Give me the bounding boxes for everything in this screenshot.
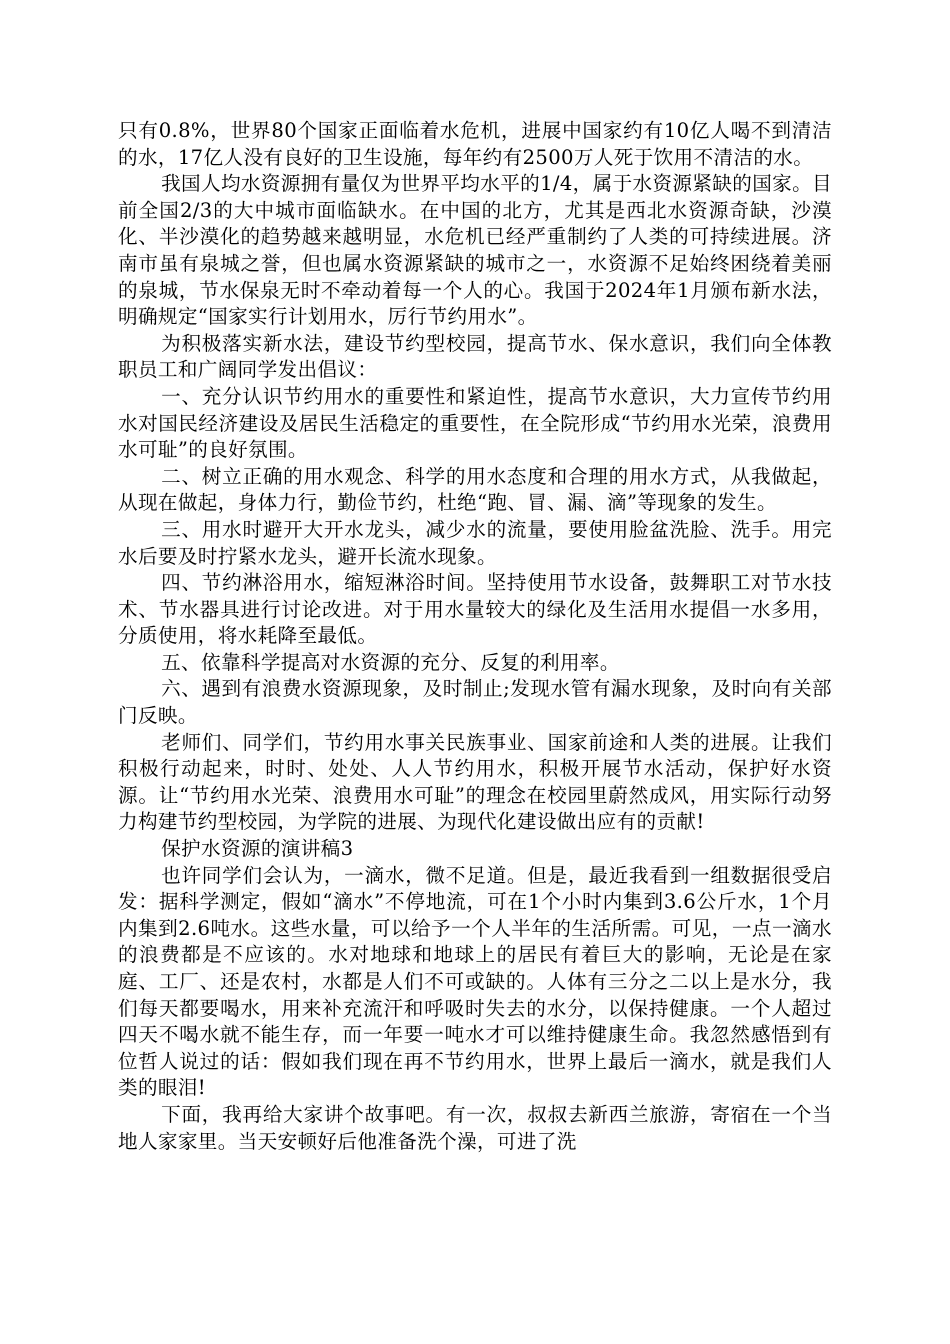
document-body: [118, 118, 832, 1155]
paragraph-drop-of-water: 也许同学们会认为，一滴水，微不足道。但是，最近我看到一组数据很受启发：据科学测定，假如“滴水”不停地流，可在1个小时内集到3.6公斤水，1个月内集到2.6吨水。这些水量，可以给予一个人半年的生活所需。可见，一点一滴水的浪费都是不应该的。水对地球和地球上的居民有着巨大的影响，无论是在家庭、工厂、还是农村，水都是人们不可或缺的。人体有三分之二以上是水分，我们每天都要喝水，用来补充流汗和呼吸时失去的水分，以保持健康。一个人超过四天不喝水就不能生存，而一年要一吨水才可以维持健康生命。我忽然感悟到有位哲人说过的话：假如我们现在再不节约用水，世界上最后一滴水，就是我们人类的眼泪!: [118, 863, 832, 1100]
paragraph-closing-appeal: 老师们、同学们，节约用水事关民族事业、国家前途和人类的进展。让我们积极行动起来，时时、处处、人人节约用水，积极开展节水活动，保护好水资源。让“节约用水光荣、浪费用水可耻”的理念在校园里蔚然成风，用实际行动努力构建节约型校园，为学院的进展、为现代化建设做出应有的贡献!: [118, 730, 832, 834]
paragraph-item-3: 三、用水时避开大开水龙头，减少水的流量，要使用脸盆洗脸、洗手。用完水后要及时拧紧水龙头，避开长流水现象。: [118, 517, 832, 568]
paragraph-item-4: 四、节约淋浴用水，缩短淋浴时间。坚持使用节水设备，鼓舞职工对节水技术、节水器具进行讨论改进。对于用水量较大的绿化及生活用水提倡一水多用，分质使用，将水耗降至最低。: [118, 571, 832, 648]
paragraph-initiative-intro: 为积极落实新水法，建设节约型校园，提高节水、保水意识，我们向全体教职员工和广阔同学发出倡议：: [118, 331, 832, 382]
section-heading: 保护水资源的演讲稿3: [161, 837, 354, 861]
paragraph-item-6: 六、遇到有浪费水资源现象，及时制止;发现水管有漏水现象，及时向有关部门反映。: [118, 677, 832, 728]
paragraph-item-2: 二、树立正确的用水观念、科学的用水态度和合理的用水方式，从我做起，从现在做起，身体力行，勤俭节约，杜绝“跑、冒、漏、滴”等现象的发生。: [118, 464, 832, 515]
paragraph-story: 下面，我再给大家讲个故事吧。有一次，叔叔去新西兰旅游，寄宿在一个当地人家家里。当天安顿好后他准备洗个澡，可进了洗: [118, 1102, 832, 1153]
paragraph-continuation: 只有0.8%，世界80个国家正面临着水危机，进展中国家约有10亿人喝不到清洁的水，17亿人没有良好的卫生设施，每年约有2500万人死于饮用不清洁的水。: [118, 119, 832, 169]
paragraph-water-shortage: 我国人均水资源拥有量仅为世界平均水平的1/4，属于水资源紧缺的国家。目前全国2/3的大中城市面临缺水。在中国的北方，尤其是西北水资源奇缺，沙漠化、半沙漠化的趋势越来越明显，水危机已经严重制约了人类的可持续进展。济南市虽有泉城之誉，但也属水资源紧缺的城市之一，水资源不足始终困绕着美丽的泉城，节水保泉无时不牵动着每一个人的心。我国于2024年1月颁布新水法，明确规定“国家实行计划用水，厉行节约用水”。: [118, 172, 832, 329]
paragraph-item-1: 一、充分认识节约用水的重要性和紧迫性，提高节水意识，大力宣传节约用水对国民经济建设及居民生活稳定的重要性，在全院形成“节约用水光荣，浪费用水可耻”的良好氛围。: [118, 384, 832, 462]
paragraph-item-5: 五、依靠科学提高对水资源的充分、反复的利用率。: [161, 650, 620, 674]
